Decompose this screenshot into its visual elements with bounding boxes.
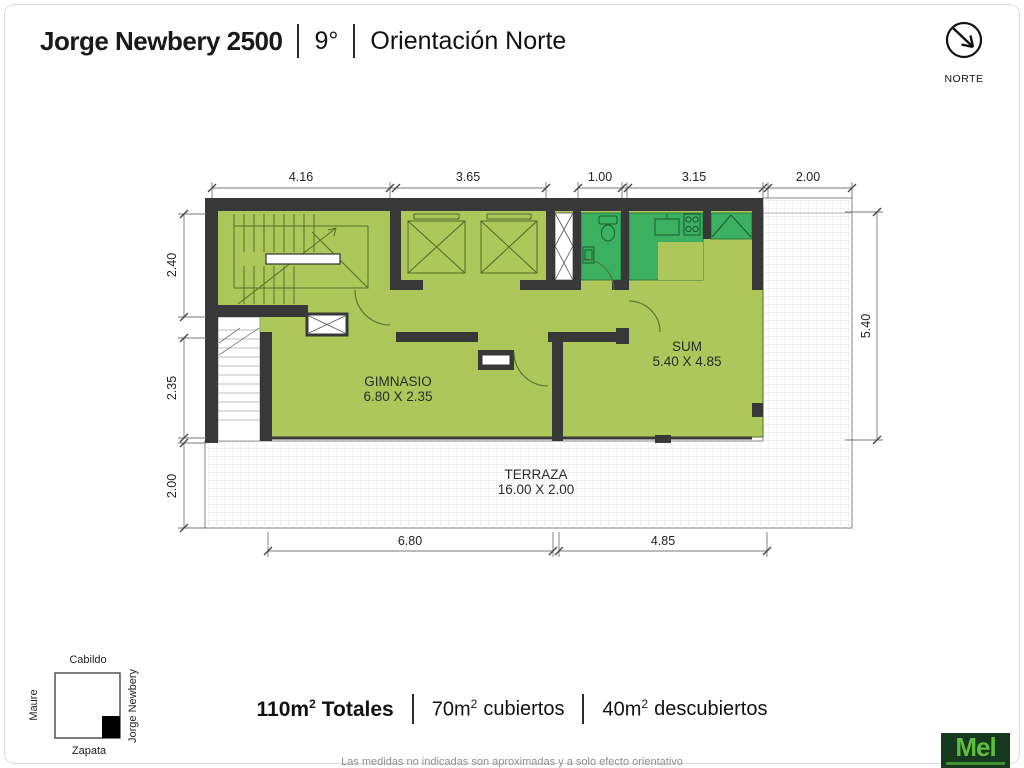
- header-separator: [297, 24, 299, 58]
- room-terraza-size: 16.00 X 2.00: [497, 482, 575, 497]
- dim-top-4: 3.15: [681, 170, 707, 184]
- street-south: Zapata: [71, 745, 107, 757]
- total-value: 110m: [256, 697, 310, 721]
- dim-top-3: 1.00: [587, 170, 613, 184]
- totals-separator: [412, 694, 414, 724]
- corridor-vent-box: [307, 314, 347, 335]
- bathroom: [581, 213, 621, 280]
- dim-top-5: 2.00: [795, 170, 821, 184]
- address-title: Jorge Newbery 2500: [40, 25, 283, 56]
- agency-logo: [941, 733, 1010, 768]
- orientation-label: Orientación Norte: [370, 26, 567, 55]
- window: [482, 355, 510, 365]
- agency-logo-text: Mel: [955, 732, 996, 762]
- dim-left-2: 2.35: [165, 375, 179, 401]
- north-arrow-icon: [936, 16, 992, 66]
- total-area: [257, 697, 394, 722]
- uncovered-area: [602, 697, 767, 722]
- floor-number: 9°: [314, 26, 339, 55]
- stair-rail: [266, 254, 340, 264]
- covered-sup: 2: [470, 696, 478, 711]
- area-totals: [0, 694, 1024, 724]
- uncovered-sup: 2: [641, 696, 649, 711]
- compass-label: NORTE: [944, 73, 984, 85]
- totals-separator: [582, 694, 584, 724]
- room-gimnasio-name: GIMNASIO: [364, 374, 432, 389]
- street-east: Jorge Newbery: [127, 669, 139, 743]
- uncovered-value: 40m: [602, 698, 642, 721]
- kitchen: [629, 213, 703, 280]
- compass: [936, 16, 992, 85]
- dim-left-1: 2.40: [165, 252, 179, 278]
- covered-label: cubiertos: [483, 698, 565, 721]
- street-north: Cabildo: [69, 654, 107, 666]
- header: [40, 24, 566, 58]
- room-gimnasio-size: 6.80 X 2.35: [363, 389, 433, 404]
- total-label: Totales: [321, 697, 394, 721]
- room-sum-size: 5.40 X 4.85: [652, 354, 722, 369]
- dim-left-3: 2.00: [165, 473, 179, 499]
- room-terraza-name: TERRAZA: [504, 467, 568, 482]
- dim-top-2: 3.65: [455, 170, 481, 184]
- total-sup: 2: [309, 696, 316, 711]
- uncovered-label: descubiertos: [654, 698, 768, 721]
- laundry-patch: [711, 213, 752, 239]
- room-sum-name: SUM: [672, 339, 702, 354]
- dim-bottom-2: 4.85: [650, 534, 676, 548]
- disclaimer-text: Las medidas no indicadas son aproximadas y a solo efecto orientativo: [341, 756, 683, 768]
- agency-logo-tagline: [946, 762, 1005, 765]
- header-separator: [353, 24, 355, 58]
- covered-area: [432, 697, 565, 722]
- floor-plan: [150, 158, 890, 566]
- exterior-stair: [218, 317, 260, 441]
- covered-value: 70m: [431, 698, 471, 721]
- vent-shaft: [555, 213, 573, 280]
- dim-bottom-1: 6.80: [397, 534, 423, 548]
- dim-right-1: 5.40: [859, 313, 873, 339]
- street-west: Maure: [28, 689, 40, 721]
- dim-top-1: 4.16: [288, 170, 314, 184]
